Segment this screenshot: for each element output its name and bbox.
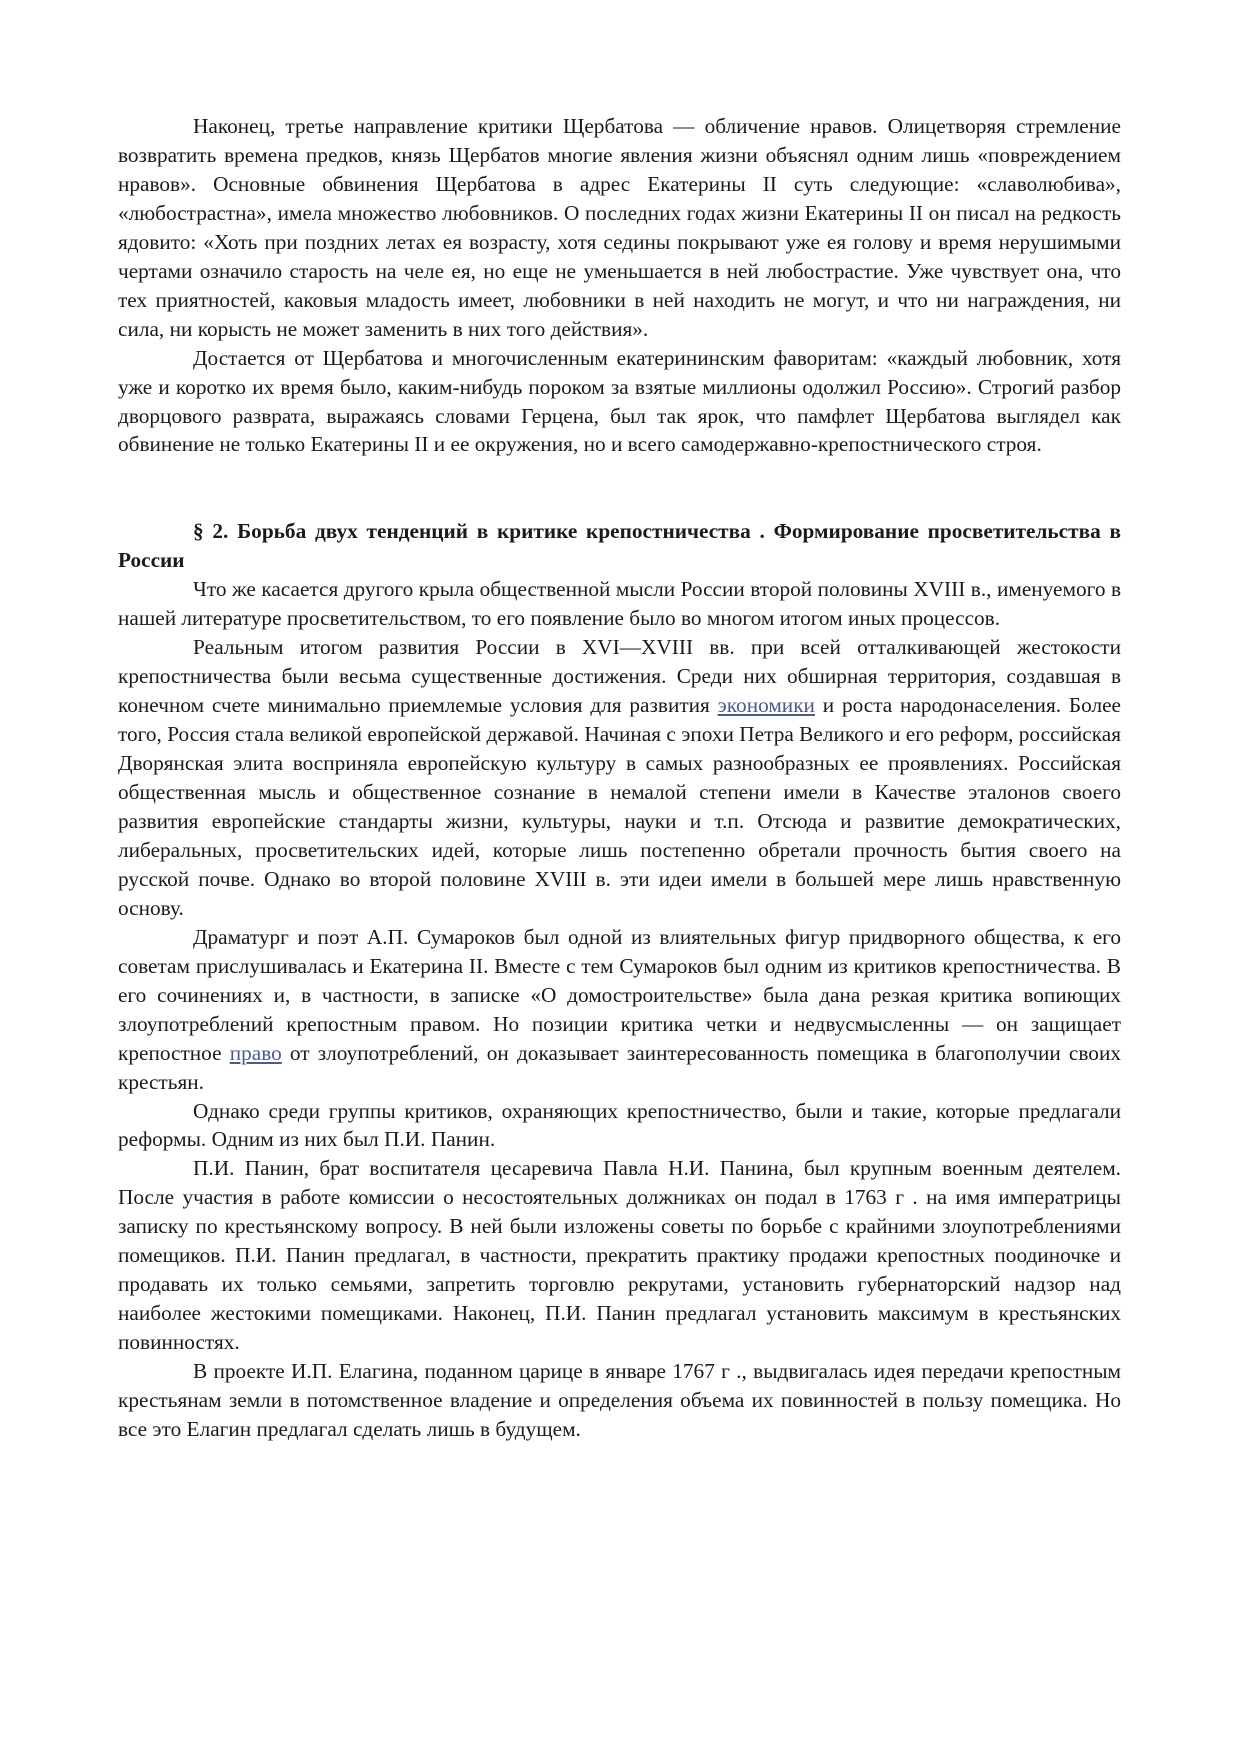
paragraph-4-text-after: и роста народонаселения. Более того, Россия стала великой европейской державой. Начиная с эпохи Петра Великого и его реформ, российская Дворянская элита восприняла европейскую культуру в самых разнообразных ее проявлениях. Российская общественная мысль и общественное сознание в немалой степени имели в Качестве эталонов своего развития европейские стандарты жизни, культуры, науки и т.п. Отсюда и развитие демократических, либеральных, просветительских идей, которые лишь постепенно обретали прочность бытия своего на русской почве. Однако во второй половине XVIII в. эти идеи имели в большей мере лишь нравственную основу. — [118, 693, 1121, 920]
document-page — [118, 112, 1121, 1444]
section-heading: § 2. Борьба двух тенденций в критике крепостничества . Формирование просветительства в России — [118, 519, 1121, 573]
section-spacer — [118, 459, 1121, 517]
paragraph-5-text-before: Драматург и поэт А.П. Сумароков был одной из влиятельных фигур придворного общества, к его советам прислушивалась и Екатерина II. Вместе с тем Сумароков был одним из критиков крепостничества. В его сочинениях и, в частности, в записке «О домостроительстве» была дана резкая критика вопиющих злоупотреблений крепостным правом. Но позиции критика четки и недвусмысленны — он защищает крепостное — [118, 924, 1121, 1065]
paragraph-1: Наконец, третье направление критики Щербатова — обличение нравов. Олицетворяя стремление возвратить времена предков, князь Щербатов многие явления жизни объяснял одним лишь «повреждением нравов». Основные обвинения Щербатова в адрес Екатерины II суть следующие: «славолюбива», «любострастна», имела множество любовников. О последних годах жизни Екатерины II он писал на редкость ядовито: «Хоть при поздних летах ея возрасту, хотя седины покрывают уже ея голову и время нерушимыми чертами означило старость на челе ея, но еще не уменьшается в ней любострастие. Уже чувствует она, что тех приятностей, каковыя младость имеет, любовники в ней находить не могут, и что ни награждения, ни сила, ни корысть не может заменить в них того действия». — [118, 114, 1121, 341]
paragraph-7: П.И. Панин, брат воспитателя цесаревича Павла Н.И. Панина, был крупным военным деятелем. После участия в работе комиссии о несостоятельных должниках он подал в 1763 г . на имя императрицы записку по крестьянскому вопросу. В ней были изложены советы по борьбе с крайними злоупотреблениями помещиков. П.И. Панин предлагал, в частности, прекратить практику продажи крепостных поодиночке и продавать их только семьями, запретить торговлю рекрутами, установить губернаторский надзор над наиболее жестокими помещиками. Наконец, П.И. Панин предлагал установить максимум в крестьянских повинностях. — [118, 1156, 1121, 1355]
economics-link[interactable]: экономики — [717, 693, 815, 718]
paragraph-5 — [118, 923, 1121, 1097]
paragraph-5-text-after: от злоупотреблений, он доказывает заинтересованность помещика в благополучии своих крестьян. — [118, 1040, 1121, 1094]
paragraph-6: Однако среди группы критиков, охраняющих крепостничество, были и такие, которые предлагали реформы. Одним из них был П.И. Панин. — [118, 1098, 1121, 1152]
paragraph-2: Достается от Щербатова и многочисленным екатерининским фаворитам: «каждый любовник, хотя уже и коротко их время было, каким-нибудь пороком за взятые миллионы одолжил Россию». Строгий разбор дворцового разврата, выражаясь словами Герцена, был так ярок, что памфлет Щербатова выглядел как обвинение не только Екатерины II и ее окружения, но и всего самодержавно-крепостнического строя. — [118, 345, 1121, 457]
paragraph-3: Что же касается другого крыла общественной мысли России второй половины XVIII в., именуемого в нашей литературе просветительством, то его появление было во многом итогом иных процессов. — [118, 577, 1121, 631]
law-link[interactable]: право — [229, 1040, 282, 1065]
paragraph-4 — [118, 633, 1121, 923]
paragraph-4-text-before: Реальным итогом развития России в XVI—XVIII вв. при всей отталкивающей жестокости крепостничества были весьма существенные достижения. Среди них обширная территория, создавшая в конечном счете минимально приемлемые условия для развития — [118, 635, 1121, 718]
paragraph-8: В проекте И.П. Елагина, поданном царице в январе 1767 г ., выдвигалась идея передачи крепостным крестьянам земли в потомственное владение и определения объема их повинностей в пользу помещика. Но все это Елагин предлагал сделать лишь в будущем. — [118, 1359, 1121, 1441]
